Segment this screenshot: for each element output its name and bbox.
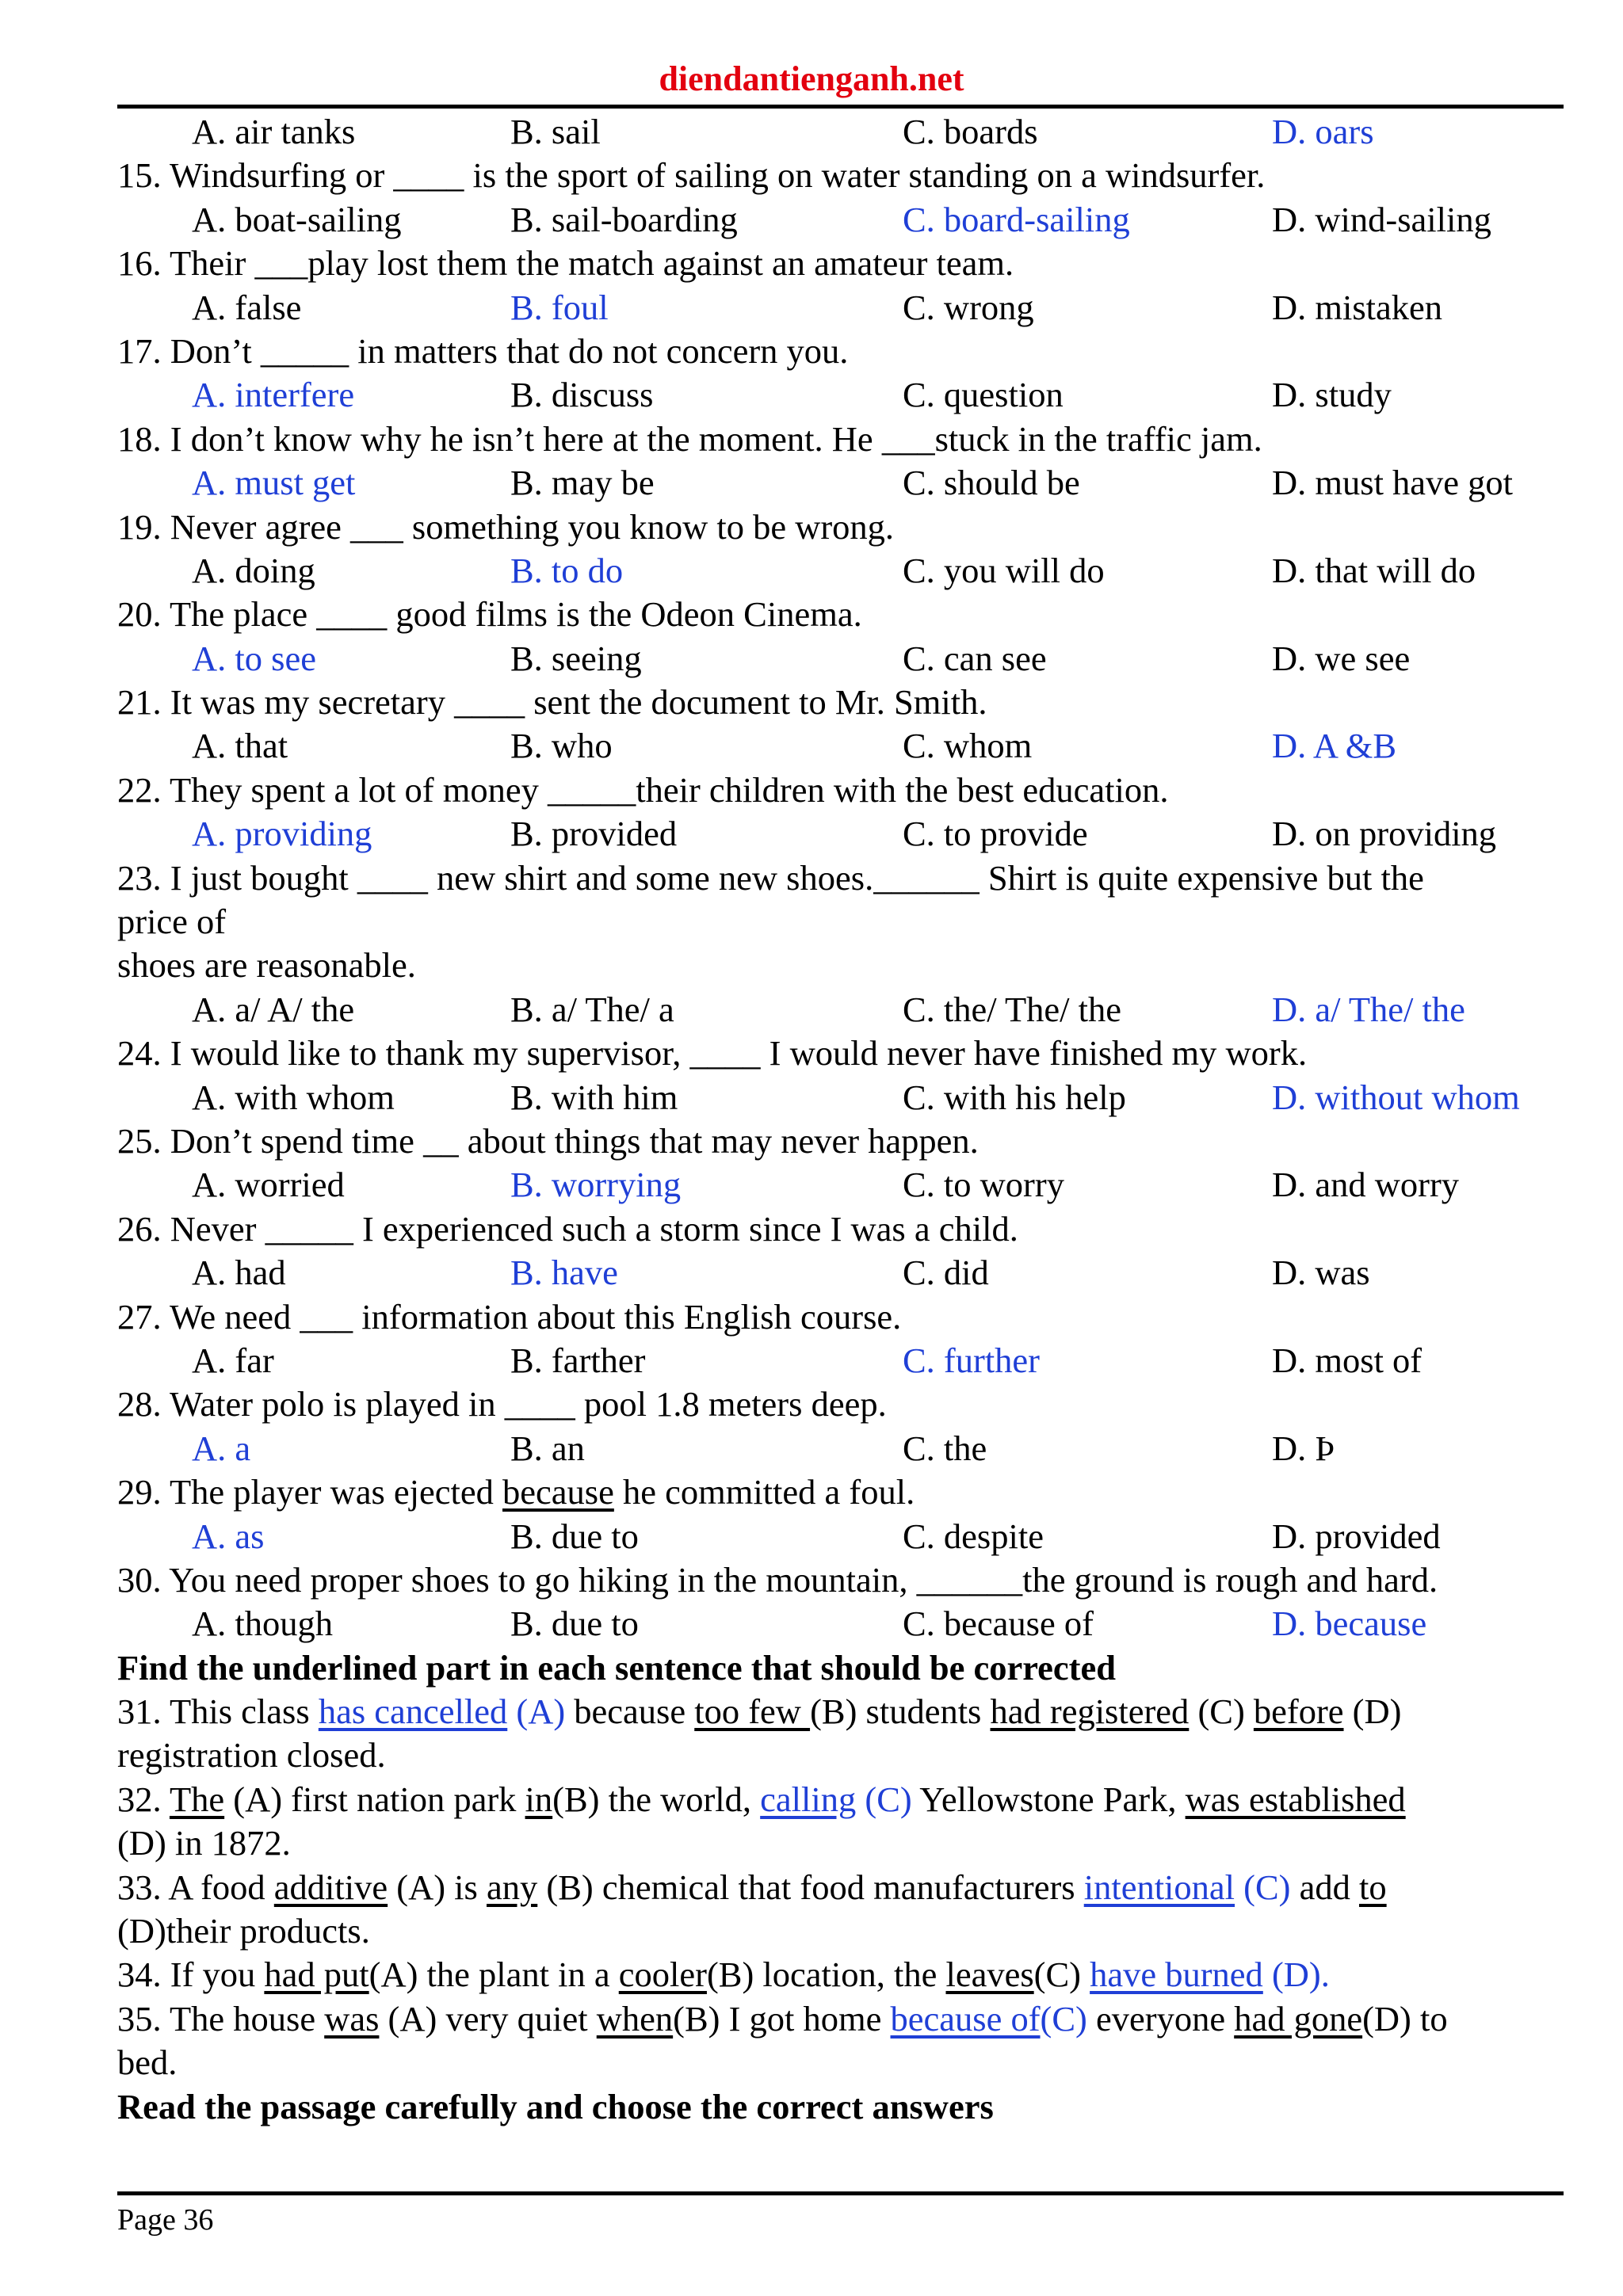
option-b: B. to do <box>510 550 624 590</box>
option-c: C. the/ The/ the <box>903 989 1122 1029</box>
question-33: 33. A food additive (A) is any (B) chemical that food manufacturers intentional (C) add to <box>117 1867 1387 1907</box>
question-25: 25. Don’t spend time __ about things that may never happen. <box>117 1120 979 1161</box>
options-q24 <box>117 1076 1568 1119</box>
option-a: A. worried <box>192 1165 345 1205</box>
option-d: D. on providing <box>1272 814 1497 854</box>
question-23-cont: price of <box>117 902 227 942</box>
question-28: 28. Water polo is played in ____ pool 1.8 meters deep. <box>117 1384 887 1425</box>
option-d: D. oars <box>1272 112 1374 151</box>
options-q30 <box>117 1602 1568 1646</box>
option-a: A. boat-sailing <box>192 199 402 239</box>
option-d: D. without whom <box>1272 1077 1520 1117</box>
question-29: 29. The player was ejected because he committed a foul. <box>117 1472 915 1512</box>
question-31: 31. This class has cancelled (A) because too few (B) students had registered (C) before (D) <box>117 1691 1402 1732</box>
options-q29 <box>117 1515 1568 1558</box>
options-q27 <box>117 1339 1568 1383</box>
option-d: D. because <box>1272 1604 1427 1644</box>
option-d: D. a/ The/ the <box>1272 989 1465 1029</box>
options-q21 <box>117 724 1568 768</box>
option-a: A. with whom <box>192 1077 395 1117</box>
question-35-cont: bed. <box>117 2042 178 2083</box>
option-d: D. was <box>1272 1253 1370 1293</box>
option-b: B. may be <box>510 463 655 503</box>
document-body <box>117 110 1568 2129</box>
options-q20 <box>117 637 1568 681</box>
option-a: A. must get <box>192 463 356 503</box>
question-34: 34. If you had put(A) the plant in a cooler(B) location, the leaves(C) have burned (D). <box>117 1955 1330 1995</box>
option-c: C. despite <box>903 1516 1044 1556</box>
option-b: B. sail <box>510 112 601 151</box>
option-b: B. have <box>510 1253 618 1293</box>
option-a: A. doing <box>192 550 315 590</box>
option-d: D. study <box>1272 375 1392 415</box>
options-q14 <box>117 110 1568 154</box>
option-d: D. must have got <box>1272 463 1514 503</box>
option-b: B. foul <box>510 287 609 327</box>
option-a: A. though <box>192 1604 333 1644</box>
question-23: 23. I just bought ____ new shirt and some new shoes.______ Shirt is quite expensive but the <box>117 857 1424 898</box>
option-c: C. should be <box>903 463 1080 503</box>
option-c: C. can see <box>903 638 1047 678</box>
option-b: B. due to <box>510 1516 639 1556</box>
option-d: D. and worry <box>1272 1165 1460 1205</box>
option-c: C. you will do <box>903 550 1105 590</box>
footer-rule <box>117 2191 1564 2195</box>
options-q28 <box>117 1427 1568 1470</box>
options-q25 <box>117 1163 1568 1207</box>
question-23-cont2: shoes are reasonable. <box>117 945 416 986</box>
section-heading-error: Find the underlined part in each sentence that should be corrected <box>117 1647 1116 1688</box>
option-b: B. provided <box>510 814 678 854</box>
page-number: Page 36 <box>117 2203 214 2237</box>
options-q26 <box>117 1251 1568 1295</box>
option-d: D. Þ <box>1272 1428 1335 1468</box>
option-c: C. whom <box>903 726 1033 766</box>
option-d: D. mistaken <box>1272 287 1443 327</box>
option-d: D. wind-sailing <box>1272 199 1491 239</box>
question-22: 22. They spent a lot of money _____their children with the best education. <box>117 769 1169 810</box>
option-a: A. interfere <box>192 375 355 415</box>
options-q19 <box>117 549 1568 593</box>
question-17: 17. Don’t _____ in matters that do not concern you. <box>117 330 849 371</box>
option-b: B. an <box>510 1428 585 1468</box>
options-q18 <box>117 461 1568 505</box>
option-d: D. provided <box>1272 1516 1441 1556</box>
question-15: 15. Windsurfing or ____ is the sport of sailing on water standing on a windsurfer. <box>117 155 1266 196</box>
options-q23 <box>117 988 1568 1032</box>
question-19: 19. Never agree ___ something you know to be wrong. <box>117 506 895 547</box>
option-b: B. worrying <box>510 1165 682 1205</box>
option-c: C. the <box>903 1428 987 1468</box>
option-c: C. to worry <box>903 1165 1064 1205</box>
option-b: B. a/ The/ a <box>510 989 674 1029</box>
question-35: 35. The house was (A) very quiet when(B) I got home because of(C) everyone had gone(D) to <box>117 1998 1448 2039</box>
options-q22 <box>117 812 1568 856</box>
question-31-cont: registration closed. <box>117 1735 386 1775</box>
question-33-cont: (D)their products. <box>117 1911 370 1951</box>
option-a: A. far <box>192 1340 274 1380</box>
option-a: A. a/ A/ the <box>192 989 355 1029</box>
question-27: 27. We need ___ information about this English course. <box>117 1296 902 1337</box>
option-c: C. wrong <box>903 287 1034 327</box>
option-d: D. we see <box>1272 638 1411 678</box>
question-16: 16. Their ___play lost them the match against an amateur team. <box>117 243 1014 284</box>
header-rule <box>117 105 1564 109</box>
option-c: C. board-sailing <box>903 199 1130 239</box>
question-30: 30. You need proper shoes to go hiking in the mountain, ______the ground is rough and hard. <box>117 1559 1438 1600</box>
option-d: D. most of <box>1272 1340 1423 1380</box>
option-b: B. farther <box>510 1340 646 1380</box>
option-a: A. had <box>192 1253 286 1293</box>
option-b: B. who <box>510 726 613 766</box>
question-18: 18. I don’t know why he isn’t here at the moment. He ___stuck in the traffic jam. <box>117 418 1262 459</box>
option-b: B. sail-boarding <box>510 199 738 239</box>
option-c: C. question <box>903 375 1064 415</box>
option-a: A. as <box>192 1516 265 1556</box>
options-q17 <box>117 373 1568 417</box>
options-q16 <box>117 286 1568 330</box>
option-c: C. to provide <box>903 814 1088 854</box>
option-c: C. further <box>903 1340 1041 1380</box>
option-b: B. due to <box>510 1604 639 1644</box>
option-a: A. to see <box>192 638 316 678</box>
question-26: 26. Never _____ I experienced such a storm since I was a child. <box>117 1208 1018 1249</box>
option-a: A. that <box>192 726 288 766</box>
option-c: C. boards <box>903 112 1038 151</box>
options-q15 <box>117 198 1568 242</box>
question-32-cont: (D) in 1872. <box>117 1823 291 1863</box>
option-a: A. providing <box>192 814 372 854</box>
question-20: 20. The place ____ good films is the Odeon Cinema. <box>117 594 862 635</box>
option-d: D. A &B <box>1272 726 1397 766</box>
question-24: 24. I would like to thank my supervisor, ____ I would never have finished my work. <box>117 1033 1308 1074</box>
option-a: A. air tanks <box>192 112 356 151</box>
section-heading-reading: Read the passage carefully and choose the correct answers <box>117 2086 994 2126</box>
site-header: diendantienganh.net <box>659 59 964 98</box>
option-c: C. because of <box>903 1604 1094 1644</box>
option-c: C. did <box>903 1253 989 1293</box>
option-c: C. with his help <box>903 1077 1126 1117</box>
question-21: 21. It was my secretary ____ sent the document to Mr. Smith. <box>117 682 987 723</box>
question-32: 32. The (A) first nation park in(B) the world, calling (C) Yellowstone Park, was established <box>117 1779 1406 1819</box>
option-b: B. discuss <box>510 375 654 415</box>
option-b: B. seeing <box>510 638 642 678</box>
option-b: B. with him <box>510 1077 678 1117</box>
option-d: D. that will do <box>1272 550 1476 590</box>
option-a: A. a <box>192 1428 251 1468</box>
option-a: A. false <box>192 287 302 327</box>
